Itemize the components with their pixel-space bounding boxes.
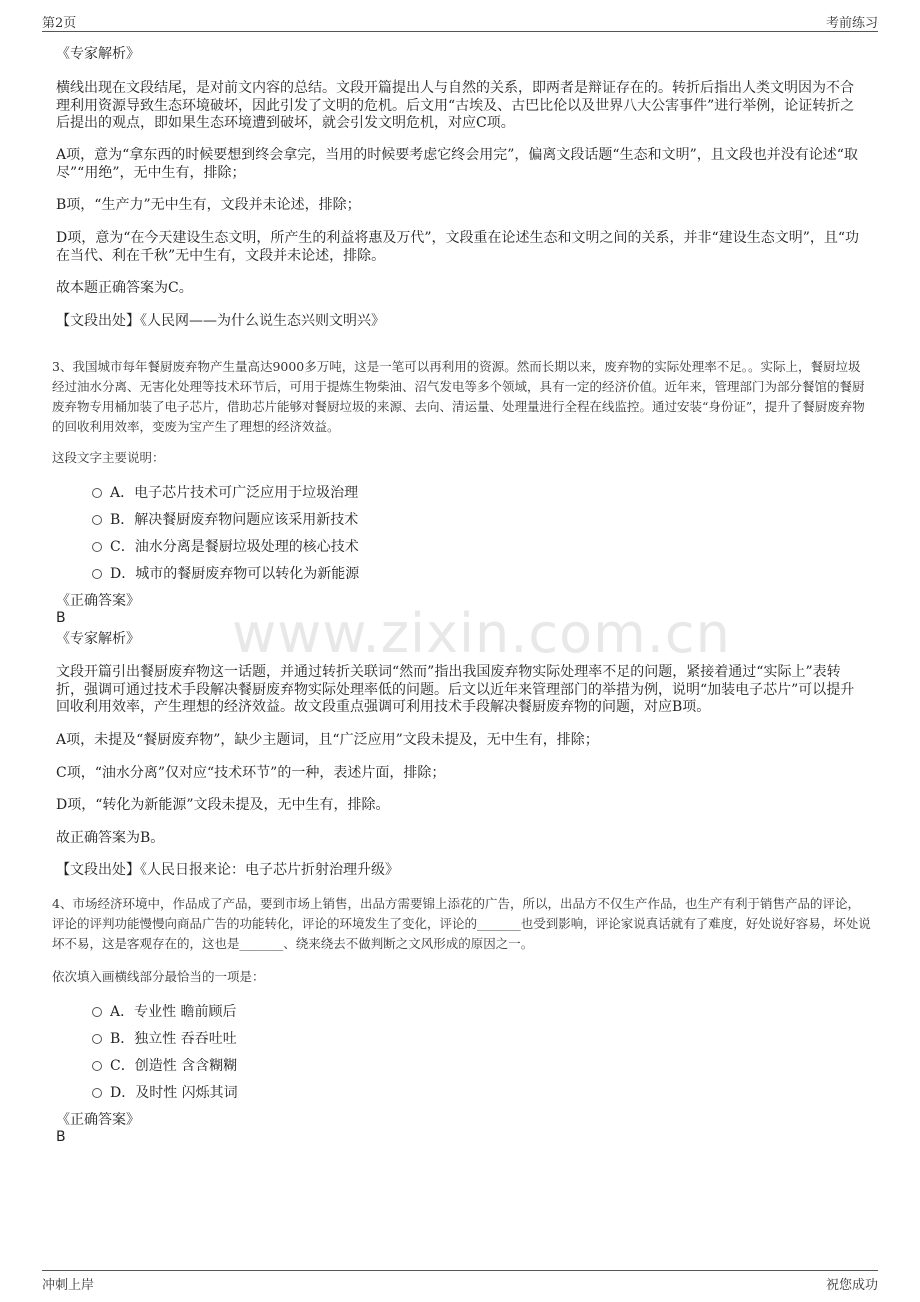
q3-prompt: 这段文字主要说明： — [52, 450, 165, 465]
watermark: www.zixin.com.cn — [232, 602, 731, 665]
q3-option-c[interactable] — [92, 538, 359, 556]
q4-option-d-label: D．及时性 闪烁其词 — [110, 1085, 238, 1101]
q3-answer-value: B — [56, 610, 66, 626]
q3-stem: 3、我国城市每年餐厨废弃物产生量高达9000多万吨，这是一笔可以再利用的资源。然而长期以来，废弃物的实际处理率不足。。实际上，餐厨垃圾经过油水分离、无害化处理等技术环节后，可用于提炼生物柴油、沼气发电等多个领域，具有一定的经济价值。近年来，管理部门为部分餐馆的餐厨废弃物专用桶加装了电子芯片，借助芯片能够对餐厨垃圾的来源、去向、清运量、处理量进行全程在线监控。通过安装“身份证”，提升了餐厨废弃物的回收利用效率，变废为宝产生了理想的经济效益。 — [52, 359, 865, 434]
q3-option-b-label: B．解决餐厨废弃物问题应该采用新技术 — [110, 512, 359, 528]
footer-right-text: 祝您成功 — [825, 1278, 878, 1293]
page-number-label: 第2页 — [42, 16, 77, 31]
q3-correct-answer-note: 故正确答案为B。 — [56, 830, 165, 846]
q3-option-d-analysis: D项，“转化为新能源”文段未提及，无中生有，排除。 — [56, 797, 390, 813]
q4-answer-block — [56, 1112, 140, 1146]
q4-option-a[interactable] — [92, 1003, 237, 1021]
radio-icon[interactable] — [92, 1007, 102, 1017]
q3-answer-title: 《正确答案》 — [56, 593, 140, 609]
q2-option-d-analysis: D项，意为“在今天建设生态文明，所产生的利益将惠及万代”，文段重在论述生态和文明之间的关系，并非“建设生态文明”，且“功在当代、利在千秋”无中生有，文段并未论述，排除。 — [56, 230, 860, 264]
radio-icon[interactable] — [92, 569, 102, 579]
q4-option-b[interactable] — [92, 1030, 237, 1048]
q3-answer-block — [56, 593, 140, 627]
q3-option-d[interactable] — [92, 565, 359, 583]
radio-icon[interactable] — [92, 1034, 102, 1044]
q3-option-a-label: A．电子芯片技术可广泛应用于垃圾治理 — [110, 485, 359, 501]
footer-left-text: 冲刺上岸 — [42, 1278, 95, 1293]
q4-stem: 4、市场经济环境中，作品成了产品，要到市场上销售，出品方需要锦上添花的广告，所以，出品方不仅生产作品，也生产有利于销售产品的评论，评论的评判功能慢慢向商品广告的功能转化，评论的环境发生了变化，评论的_______也受到影响，评论家说真话就有了难度，好处说好容易，坏处说坏不易，这是客观存在的，这也是_______、绕来绕去不做判断之文风形成的原因之一。 — [52, 896, 871, 951]
q4-option-b-label: B．独立性 吞吞吐吐 — [110, 1031, 237, 1047]
q3-option-d-label: D．城市的餐厨废弃物可以转化为新能源 — [110, 566, 360, 582]
q4-prompt: 依次填入画横线部分最恰当的一项是： — [52, 969, 265, 984]
q3-option-a-analysis: A项，未提及“餐厨废弃物”，缺少主题词，且“广泛应用”文段未提及，无中生有，排除； — [56, 732, 599, 748]
radio-icon[interactable] — [92, 1088, 102, 1098]
q2-analysis-title: 《专家解析》 — [56, 46, 140, 62]
q3-option-b[interactable] — [92, 511, 358, 529]
q2-option-a-analysis: A项，意为“拿东西的时候要想到终会拿完，当用的时候要考虑它终会用完”，偏离文段话题“生态和文明”，且文段也并没有论述“取尽”“用绝”，无中生有，排除； — [56, 147, 858, 181]
radio-icon[interactable] — [92, 1061, 102, 1071]
q3-analysis-title: 《专家解析》 — [56, 631, 140, 647]
q4-option-d[interactable] — [92, 1084, 238, 1102]
radio-icon[interactable] — [92, 542, 102, 552]
q2-option-b-analysis: B项，“生产力”无中生有，文段并未论述，排除； — [56, 197, 361, 213]
q3-option-a[interactable] — [92, 484, 358, 502]
q4-answer-title: 《正确答案》 — [56, 1112, 140, 1128]
q3-option-c-analysis: C项，“油水分离”仅对应“技术环节”的一种，表述片面，排除； — [56, 765, 446, 781]
q3-source-citation: 【文段出处】《人民日报来论：电子芯片折射治理升级》 — [56, 862, 399, 878]
radio-icon[interactable] — [92, 515, 102, 525]
q2-correct-answer-note: 故本题正确答案为C。 — [56, 280, 193, 296]
section-label: 考前练习 — [825, 16, 878, 31]
page-header — [42, 10, 878, 32]
q2-source-citation: 【文段出处】《人民网——为什么说生态兴则文明兴》 — [56, 313, 385, 329]
q2-analysis-paragraph: 横线出现在文段结尾，是对前文内容的总结。文段开篇提出人与自然的关系，即两者是辩证存在的。转折后指出人类文明因为不合理利用资源导致生态环境破坏，因此引发了文明的危机。后文用“古埃及、古巴比伦以及世界八大公害事件”进行举例，论证转折之后提出的观点，即如果生态环境遭到破坏，就会引发文明危机，对应C项。 — [56, 80, 855, 131]
q3-analysis-paragraph: 文段开篇引出餐厨废弃物这一话题，并通过转折关联词“然而”指出我国废弃物实际处理率不足的问题，紧接着通过“实际上”表转折，强调可通过技术手段解决餐厨废弃物实际处理率低的问题。后文以近年来管理部门的举措为例，说明“加装电子芯片”可以提升回收利用效率，产生理想的经济效益。故文段重点强调可利用技术手段解决餐厨废弃物的问题，对应B项。 — [56, 664, 855, 715]
q4-option-c-label: C．创造性 含含糊糊 — [110, 1058, 238, 1074]
q4-answer-value: B — [56, 1129, 66, 1145]
radio-icon[interactable] — [92, 488, 102, 498]
page-footer — [42, 1270, 878, 1295]
q3-option-c-label: C．油水分离是餐厨垃圾处理的核心技术 — [110, 539, 359, 555]
q4-option-c[interactable] — [92, 1057, 237, 1075]
q4-option-a-label: A．专业性 瞻前顾后 — [110, 1004, 237, 1020]
